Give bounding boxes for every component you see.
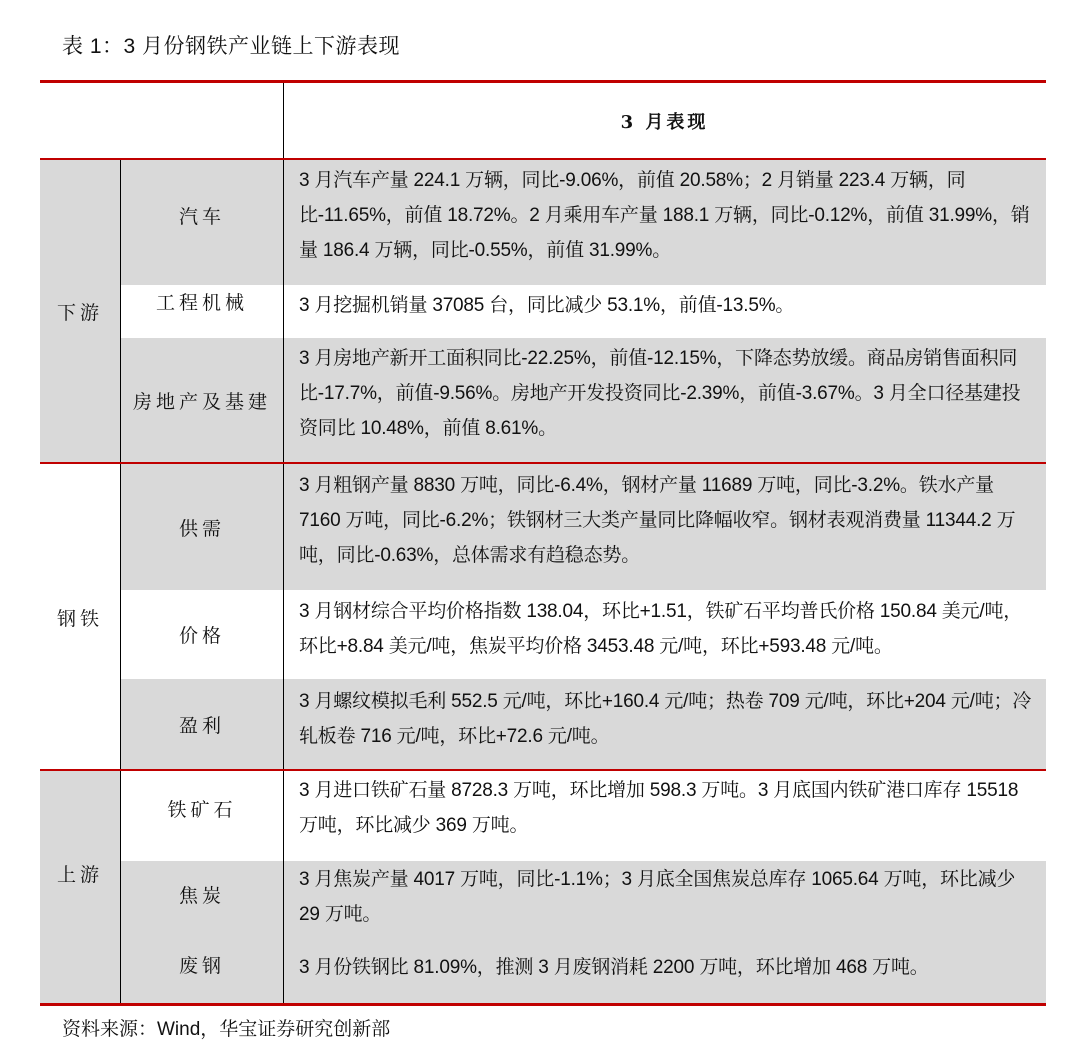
group-label-upstream: 上游 xyxy=(40,771,120,1004)
group-label-downstream: 下游 xyxy=(40,160,120,463)
group-label-steel: 钢铁 xyxy=(40,464,120,770)
category-supply-demand: 供需 xyxy=(121,464,283,590)
category-scrap-steel: 废钢 xyxy=(121,940,283,1004)
group-divider-2 xyxy=(40,769,1046,771)
row-text-automobile: 3 月汽车产量 224.1 万辆，同比-9.06%，前值 20.58%；2 月销量 223.4 万辆，同比-11.65%，前值 18.72%。2 月乘用车产量 188.1 万辆，同比-0.12%，前值 31.99%，销量 186.4 万辆，同比-0.55%，前值 31.99%。 xyxy=(284,160,1046,285)
group-divider-1 xyxy=(40,462,1046,464)
table-title: 表 1：3 月份钢铁产业链上下游表现 xyxy=(62,35,401,58)
row-text-construction-machinery: 3 月挖掘机销量 37085 台，同比减少 53.1%，前值-13.5%。 xyxy=(284,285,1046,338)
row-text-price: 3 月钢材综合平均价格指数 138.04，环比+1.51，铁矿石平均普氏价格 150.84 美元/吨，环比+8.84 美元/吨，焦炭平均价格 3453.48 元/吨，环比+593.48 元/吨。 xyxy=(284,590,1046,679)
header-corner xyxy=(40,83,283,159)
category-profit: 盈利 xyxy=(121,679,283,770)
column-divider-1 xyxy=(120,160,121,1004)
source-note: 资料来源：Wind，华宝证券研究创新部 xyxy=(62,1019,391,1040)
table-bottom-border xyxy=(40,1003,1046,1006)
category-automobile: 汽车 xyxy=(121,160,283,285)
row-text-real-estate-infrastructure: 3 月房地产新开工面积同比-22.25%，前值-12.15%，下降态势放缓。商品房销售面积同比-17.7%，前值-9.56%。房地产开发投资同比-2.39%，前值-3.67%。3 月全口径基建投资同比 10.48%，前值 8.61%。 xyxy=(284,338,1046,463)
column-divider-2 xyxy=(283,83,284,1004)
category-construction-machinery: 工程机械 xyxy=(121,285,283,338)
category-real-estate-infrastructure: 房地产及基建 xyxy=(121,338,283,463)
row-text-profit: 3 月螺纹模拟毛利 552.5 元/吨，环比+160.4 元/吨；热卷 709 元/吨，环比+204 元/吨；冷轧板卷 716 元/吨，环比+72.6 元/吨。 xyxy=(284,679,1046,770)
row-text-iron-ore: 3 月进口铁矿石量 8728.3 万吨，环比增加 598.3 万吨。3 月底国内铁矿港口库存 15518 万吨，环比减少 369 万吨。 xyxy=(284,771,1046,861)
row-text-scrap-steel: 3 月份铁钢比 81.09%，推测 3 月废钢消耗 2200 万吨，环比增加 468 万吨。 xyxy=(284,940,1046,1004)
category-price: 价格 xyxy=(121,590,283,679)
header-divider xyxy=(40,158,1046,160)
row-text-supply-demand: 3 月粗钢产量 8830 万吨，同比-6.4%，钢材产量 11689 万吨，同比-3.2%。铁水产量 7160 万吨，同比-6.2%；铁钢材三大类产量同比降幅收窄。钢材表观消费量 11344.2 万吨，同比-0.63%，总体需求有趋稳态势。 xyxy=(284,464,1046,590)
category-coke: 焦炭 xyxy=(121,861,283,940)
category-iron-ore: 铁矿石 xyxy=(121,771,283,861)
header-column-march-performance: 3 月表现 xyxy=(283,83,1046,159)
row-text-coke: 3 月焦炭产量 4017 万吨，同比-1.1%；3 月底全国焦炭总库存 1065.64 万吨，环比减少 29 万吨。 xyxy=(284,861,1046,940)
